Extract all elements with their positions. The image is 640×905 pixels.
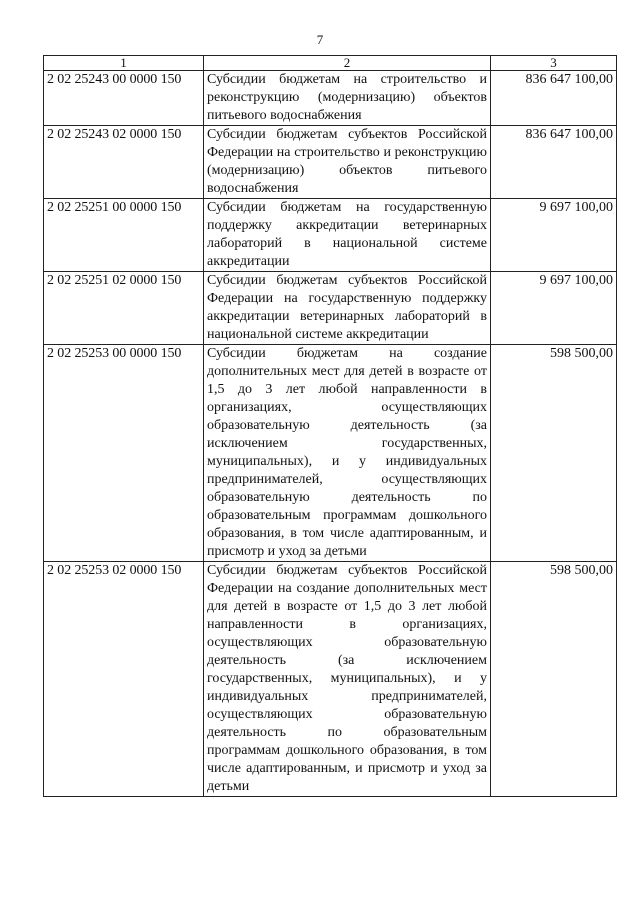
row-amount: 598 500,00 (491, 562, 617, 797)
table-row (44, 126, 617, 199)
table-header-row (44, 56, 617, 71)
table-row (44, 562, 617, 797)
row-description: Субсидии бюджетам на создание дополнительных мест для детей в возрасте от 1,5 до 3 лет любой направленности в организациях, осуществляющих образовательную деятельность (за исключением государственных, муниципальных), и у индивидуальных предпринимателей, осуществляющих образовательную деятельность по образовательным программам дошкольного образования, в том числе адаптированным, и присмотр и уход за детьми (204, 345, 491, 562)
row-description: Субсидии бюджетам на государственную поддержку аккредитации ветеринарных лабораторий в национальной системе аккредитации (204, 199, 491, 272)
row-code: 2 02 25251 02 0000 150 (44, 272, 204, 345)
row-description: Субсидии бюджетам на строительство и реконструкцию (модернизацию) объектов питьевого водоснабжения (204, 71, 491, 126)
budget-table (43, 55, 617, 797)
row-code: 2 02 25251 00 0000 150 (44, 199, 204, 272)
table-row (44, 272, 617, 345)
row-amount: 9 697 100,00 (491, 199, 617, 272)
column-header-amount: 3 (491, 56, 617, 71)
column-header-code: 1 (44, 56, 204, 71)
row-code: 2 02 25243 00 0000 150 (44, 71, 204, 126)
row-amount: 598 500,00 (491, 345, 617, 562)
row-code: 2 02 25243 02 0000 150 (44, 126, 204, 199)
page-number: 7 (316, 32, 324, 47)
row-description: Субсидии бюджетам субъектов Российской Федерации на создание дополнительных мест для детей в возрасте от 1,5 до 3 лет любой направленности в организациях, осуществляющих образовательную деятельность (за исключением государственных, муниципальных), и у индивидуальных предпринимателей, осуществляющих образовательную деятельность по образовательным программам дошкольного образования, в том числе адаптированным, и присмотр и уход за детьми (204, 562, 491, 797)
row-description: Субсидии бюджетам субъектов Российской Федерации на государственную поддержку аккредитации ветеринарных лабораторий в национальной системе аккредитации (204, 272, 491, 345)
row-amount: 836 647 100,00 (491, 71, 617, 126)
table-row (44, 345, 617, 562)
table-row (44, 199, 617, 272)
table-row (44, 71, 617, 126)
column-header-description: 2 (204, 56, 491, 71)
row-amount: 836 647 100,00 (491, 126, 617, 199)
row-code: 2 02 25253 00 0000 150 (44, 345, 204, 562)
row-amount: 9 697 100,00 (491, 272, 617, 345)
row-description: Субсидии бюджетам субъектов Российской Федерации на строительство и реконструкцию (модернизацию) объектов питьевого водоснабжения (204, 126, 491, 199)
row-code: 2 02 25253 02 0000 150 (44, 562, 204, 797)
